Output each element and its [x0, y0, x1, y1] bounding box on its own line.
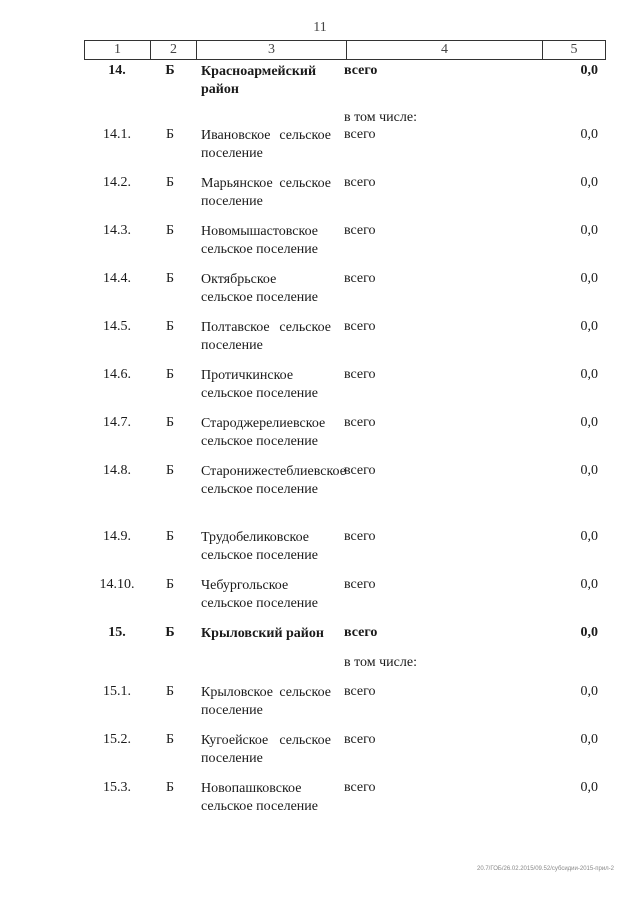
row-value: 0,0: [580, 529, 598, 544]
row-type: всего: [344, 780, 376, 795]
row-group: Б: [165, 684, 175, 699]
subheading: в том числе:: [344, 110, 417, 125]
row-type: всего: [344, 684, 376, 699]
page-number: 11: [313, 20, 327, 35]
row-type: всего: [344, 463, 376, 478]
row-value: 0,0: [580, 127, 598, 142]
row-type: всего: [344, 732, 376, 747]
subheading: в том числе:: [344, 655, 417, 670]
row-value: 0,0: [580, 415, 598, 430]
row-group: Б: [165, 63, 175, 78]
row-type: всего: [344, 577, 376, 592]
row-value: 0,0: [580, 625, 598, 640]
row-name: Новомышастовское сельское поселение: [201, 224, 318, 257]
column-header-3: 3: [196, 41, 346, 59]
row-group: Б: [165, 732, 175, 747]
row-group: Б: [165, 529, 175, 544]
row-value: 0,0: [580, 63, 598, 78]
table-header: [84, 40, 606, 60]
row-code: 14.1.: [103, 127, 131, 142]
row-code: 14.: [108, 63, 126, 78]
row-code: 14.4.: [103, 271, 131, 286]
column-header-4: 4: [346, 41, 542, 59]
row-name: Октябрьское сельское поселение: [201, 272, 318, 305]
row-code: 15.1.: [103, 684, 131, 699]
column-header-5: 5: [542, 41, 606, 59]
row-name: Протичкинское сельское поселение: [201, 368, 318, 401]
row-type: всего: [344, 625, 378, 640]
row-code: 14.2.: [103, 175, 131, 190]
row-name: Староджерелиевское сельское поселение: [201, 416, 326, 449]
row-group: Б: [165, 175, 175, 190]
row-type: всего: [344, 63, 378, 78]
row-code: 15.2.: [103, 732, 131, 747]
column-header-1: 1: [84, 41, 150, 59]
row-value: 0,0: [580, 780, 598, 795]
row-group: Б: [165, 780, 175, 795]
row-code: 15.3.: [103, 780, 131, 795]
row-value: 0,0: [580, 271, 598, 286]
row-value: 0,0: [580, 367, 598, 382]
row-type: всего: [344, 271, 376, 286]
row-value: 0,0: [580, 732, 598, 747]
row-code: 14.5.: [103, 319, 131, 334]
row-type: всего: [344, 319, 376, 334]
row-code: 14.9.: [103, 529, 131, 544]
row-name: Полтавское сельское поселение: [201, 320, 331, 353]
row-group: Б: [165, 319, 175, 334]
document-footer: 20.7/ГОБ/26.02.2015/09.52/субсидии-2015-прил-2: [476, 866, 614, 872]
row-group: Б: [165, 415, 175, 430]
row-code: 14.7.: [103, 415, 131, 430]
row-group: Б: [165, 625, 175, 640]
row-type: всего: [344, 175, 376, 190]
row-value: 0,0: [580, 463, 598, 478]
row-name: Кугоейское сельское поселение: [201, 733, 331, 766]
row-name: Новопашковское сельское поселение: [201, 781, 318, 814]
row-value: 0,0: [580, 319, 598, 334]
row-name: Марьянское сельское поселение: [201, 176, 331, 209]
row-name: Красноармейский район: [201, 64, 317, 97]
row-code: 15.: [108, 625, 126, 640]
row-name: Крыловское сельское поселение: [201, 685, 331, 718]
row-group: Б: [165, 577, 175, 592]
row-value: 0,0: [580, 684, 598, 699]
row-type: всего: [344, 367, 376, 382]
row-group: Б: [165, 367, 175, 382]
row-type: всего: [344, 529, 376, 544]
row-code: 14.8.: [103, 463, 131, 478]
row-group: Б: [165, 271, 175, 286]
row-code: 14.6.: [103, 367, 131, 382]
row-group: Б: [165, 127, 175, 142]
row-name: Ивановское сельское поселение: [201, 128, 331, 161]
column-header-2: 2: [150, 41, 196, 59]
row-name: Старонижестеблиевское сельское поселение: [201, 464, 346, 497]
row-code: 14.10.: [99, 577, 135, 592]
row-value: 0,0: [580, 223, 598, 238]
row-value: 0,0: [580, 175, 598, 190]
row-type: всего: [344, 415, 376, 430]
row-type: всего: [344, 127, 376, 142]
row-code: 14.3.: [103, 223, 131, 238]
row-value: 0,0: [580, 577, 598, 592]
row-group: Б: [165, 463, 175, 478]
row-name: Чебургольское сельское поселение: [201, 578, 318, 611]
row-type: всего: [344, 223, 376, 238]
row-group: Б: [165, 223, 175, 238]
row-name: Трудобеликовское сельское поселение: [201, 530, 318, 563]
row-name: Крыловский район: [201, 626, 324, 641]
